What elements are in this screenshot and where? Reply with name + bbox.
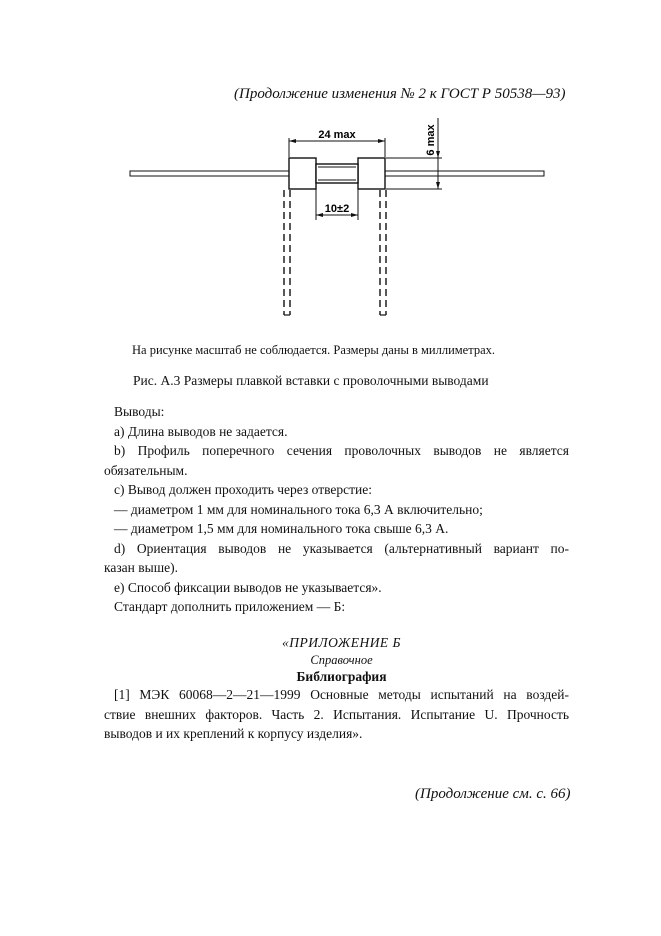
leads-item-b-line2: обязательным.: [104, 462, 188, 478]
appendix-title: «ПРИЛОЖЕНИЕ Б: [281, 634, 402, 650]
right-lead-wire: [385, 171, 544, 176]
bibliography-ref-line2: ствие внешних факторов. Часть 2. Испытания. Испытание U. Прочность: [104, 706, 569, 722]
fuse-drawing-svg: [120, 110, 560, 325]
figure-note: На рисунке масштаб не соблюдается. Размеры даны в миллиметрах.: [132, 343, 496, 357]
bibliography-ref-line3: выводов и их креплений к корпусу изделия».: [104, 726, 363, 741]
dim-label-24max: 24 max: [318, 129, 356, 141]
main-text-block: [104, 402, 569, 744]
figure-caption: Рис. А.3 Размеры плавкой вставки с проволочными выводами: [133, 373, 489, 388]
arrow-head: [351, 213, 358, 217]
leads-item-e: е) Способ фиксации выводов не указывается».: [114, 579, 382, 595]
leads-item-d-line2: казан выше).: [104, 560, 178, 575]
dim-label-10: 10±2: [324, 203, 350, 215]
leads-item-c-sub1: — диаметром 1 мм для номинального тока 6,3 А включительно;: [114, 501, 483, 517]
leads-item-d-line1: d) Ориентация выводов не указывается (альтернативный вариант по-: [114, 540, 569, 556]
leads-title: Выводы:: [114, 404, 165, 419]
dim-label-6max: 6 max: [425, 124, 437, 156]
page-header-continuation: (Продолжение изменения № 2 к ГОСТ Р 50538—93): [234, 86, 566, 102]
arrow-head: [316, 213, 323, 217]
supplement-statement: Стандарт дополнить приложением — Б:: [114, 599, 346, 614]
arrow-head: [289, 139, 296, 143]
appendix-subtitle: Справочное: [310, 653, 373, 667]
bibliography-ref-line1: [1] МЭК 60068—2—21—1999 Основные методы испытаний на воздей-: [114, 687, 569, 702]
leads-item-c-sub2: — диаметром 1,5 мм для номинального тока свыше 6,3 А.: [114, 521, 449, 536]
leads-item-b-line1: b) Профиль поперечного сечения проволочных выводов не является: [114, 443, 569, 458]
leads-item-a: а) Длина выводов не задается.: [114, 423, 288, 439]
left-lead-wire: [130, 171, 290, 176]
leads-item-c: с) Вывод должен проходить через отверстие:: [114, 482, 373, 497]
right-end-cap: [358, 158, 385, 189]
appendix-heading: Библиография: [296, 669, 387, 684]
fuse-dimension-drawing: [120, 110, 560, 325]
left-end-cap: [289, 158, 316, 189]
arrow-head: [378, 139, 385, 143]
page-footer-continuation: (Продолжение см. с. 66): [415, 786, 571, 802]
arrow-head: [436, 182, 440, 189]
